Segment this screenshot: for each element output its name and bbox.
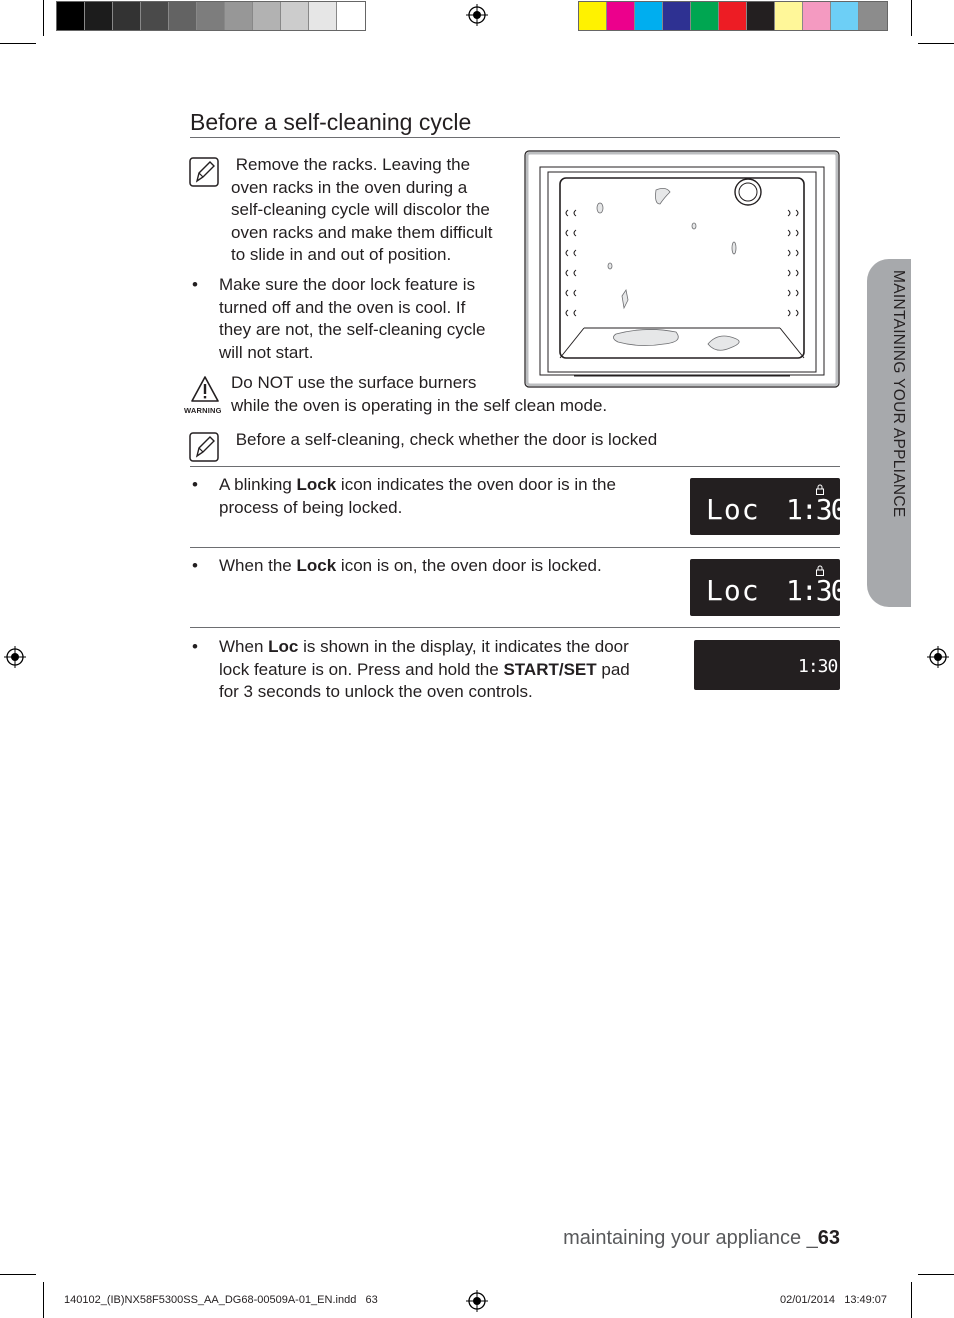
color-swatch xyxy=(113,2,141,30)
crop-mark xyxy=(43,1282,44,1318)
page-footer: maintaining your appliance _63 xyxy=(563,1227,840,1249)
note-text: Before a self-cleaning, check whether the door is locked xyxy=(231,430,658,449)
crop-mark xyxy=(918,43,954,44)
color-swatch xyxy=(225,2,253,30)
color-swatch xyxy=(803,2,831,30)
lcd-display xyxy=(694,640,840,690)
lcd-right-text: 1:30 xyxy=(798,656,838,677)
lcd-display xyxy=(690,559,846,616)
lcd-right-text: 1:30 xyxy=(786,574,846,607)
side-tab-label: MAINTAINING YOUR APPLIANCE xyxy=(890,270,907,518)
crop-mark xyxy=(0,1274,36,1275)
page-title: Before a self-cleaning cycle xyxy=(190,109,472,135)
warning-text: Do NOT use the surface burners while the oven is operating in the self clean mode. xyxy=(231,373,608,415)
color-swatch xyxy=(57,2,85,30)
color-swatch xyxy=(775,2,803,30)
bullet-text: A blinking Lock icon indicates the oven door is in the process of being locked. xyxy=(219,475,616,517)
color-bar xyxy=(578,1,888,31)
bullet-dot: • xyxy=(192,475,198,494)
note-text: Remove the racks. Leaving the oven racks in the oven during a self-cleaning cycle will discolor the oven racks and make them difficult to slide in and out of position. xyxy=(231,155,493,264)
color-swatch xyxy=(859,2,887,30)
crop-mark xyxy=(43,0,44,36)
warning-triangle-icon xyxy=(190,375,220,403)
print-slug-right: 02/01/2014 13:49:07 xyxy=(780,1294,888,1306)
crop-mark xyxy=(918,1274,954,1275)
registration-mark-icon xyxy=(927,646,949,668)
warning-label: WARNING xyxy=(184,406,222,415)
grayscale-bar xyxy=(56,1,366,31)
bullet-dot: • xyxy=(192,637,198,656)
color-swatch xyxy=(197,2,225,30)
color-swatch xyxy=(169,2,197,30)
color-swatch xyxy=(831,2,859,30)
color-swatch xyxy=(85,2,113,30)
bullet-dot: • xyxy=(192,275,198,294)
color-swatch xyxy=(309,2,337,30)
color-swatch xyxy=(253,2,281,30)
bullet-text: Make sure the door lock feature is turned off and the oven is cool. If they are not, the self-cleaning cycle will not start. xyxy=(219,275,486,362)
section-divider xyxy=(190,466,840,467)
note-pencil-icon xyxy=(189,157,219,187)
color-swatch xyxy=(635,2,663,30)
color-swatch xyxy=(691,2,719,30)
color-swatch xyxy=(281,2,309,30)
color-swatch xyxy=(719,2,747,30)
registration-mark-icon xyxy=(4,646,26,668)
lcd-left-text: Loc xyxy=(706,493,760,526)
crop-mark xyxy=(911,1282,912,1318)
section-divider xyxy=(190,627,840,628)
color-swatch xyxy=(337,2,365,30)
registration-mark-icon xyxy=(466,4,488,26)
color-swatch xyxy=(607,2,635,30)
color-swatch xyxy=(141,2,169,30)
bullet-text: When the Lock icon is on, the oven door is locked. xyxy=(219,556,602,575)
lcd-display xyxy=(690,478,846,535)
title-divider xyxy=(190,137,840,138)
oven-interior-illustration xyxy=(524,150,840,388)
section-divider xyxy=(190,547,840,548)
lcd-left-text: Loc xyxy=(706,574,760,607)
crop-mark xyxy=(0,43,36,44)
crop-mark xyxy=(911,0,912,36)
note-pencil-icon xyxy=(189,432,219,462)
lcd-right-text: 1:30 xyxy=(786,493,846,526)
print-slug-left: 140102_(IB)NX58F5300SS_AA_DG68-00509A-01_EN.indd 63 xyxy=(64,1294,378,1306)
registration-mark-icon xyxy=(466,1290,488,1312)
bullet-dot: • xyxy=(192,556,198,575)
color-swatch xyxy=(747,2,775,30)
bullet-text: When Loc is shown in the display, it indicates the door lock feature is on. Press and hold the START/SET pad for 3 seconds to unlock the oven controls. xyxy=(219,637,630,701)
color-swatch xyxy=(579,2,607,30)
color-swatch xyxy=(663,2,691,30)
